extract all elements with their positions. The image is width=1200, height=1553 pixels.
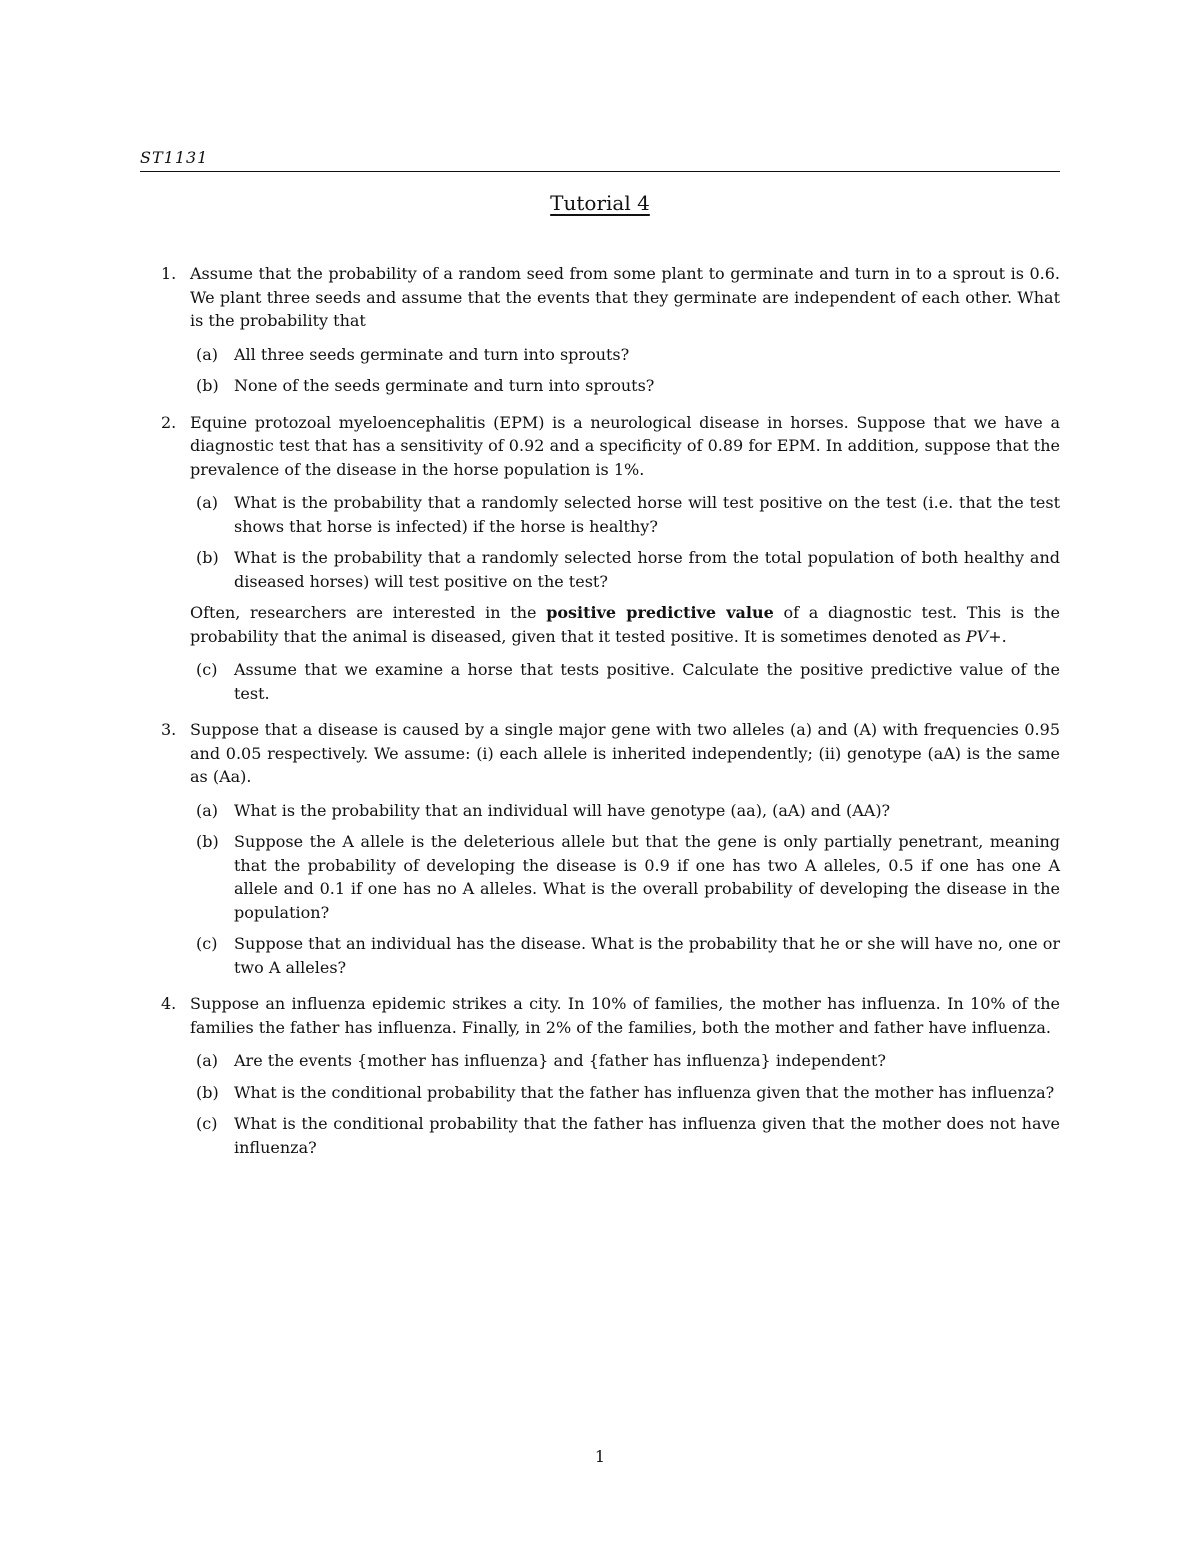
- question-part: [190, 799, 1060, 823]
- question-list: [140, 262, 1060, 1172]
- question-part: [190, 1112, 1060, 1159]
- part-text: Suppose the A allele is the deleterious allele but that the gene is only partially penetrant, meaning that the probability of developing the disease is 0.9 if one has two A alleles, 0.5 if one has one A allele and 0.1 if one has no A alleles. What is the overall probability of developing the disease in the population?: [234, 832, 1060, 922]
- question-number: 3.: [161, 720, 177, 739]
- question-part: [190, 932, 1060, 979]
- part-text: What is the probability that a randomly selected horse from the total population of both healthy and diseased horses) will test positive on the test?: [234, 548, 1060, 591]
- question-3: [140, 718, 1060, 979]
- part-label: (c): [196, 1114, 218, 1133]
- part-text: What is the conditional probability that the father has influenza given that the mother has influenza?: [234, 1082, 1055, 1102]
- part-label: (a): [196, 800, 219, 820]
- part-label: (b): [196, 832, 219, 851]
- part-text: None of the seeds germinate and turn into sprouts?: [234, 376, 655, 395]
- question-4: [140, 992, 1060, 1159]
- part-label: (a): [196, 344, 219, 364]
- part-text: What is the conditional probability that the father has influenza given that the mother does not have influenza?: [234, 1114, 1060, 1157]
- ppv-note: [190, 601, 1060, 648]
- question-text: Suppose an influenza epidemic strikes a city. In 10% of families, the mother has influenza. In 10% of the families the father has influenza. Finally, in 2% of the families, both the mother and father have influenza.: [190, 994, 1060, 1037]
- question-2: [140, 411, 1060, 706]
- part-label: (c): [196, 660, 218, 679]
- note-bold-term: positive predictive value: [546, 603, 774, 622]
- part-text: Assume that we examine a horse that tests positive. Calculate the positive predictive value of the test.: [234, 660, 1060, 703]
- part-label: (c): [196, 934, 218, 953]
- question-number: 4.: [161, 994, 177, 1013]
- question-1: [140, 262, 1060, 398]
- part-label: (b): [196, 548, 219, 567]
- question-part: [190, 658, 1060, 705]
- part-label: (a): [196, 493, 219, 512]
- question-text: Assume that the probability of a random seed from some plant to germinate and turn in to a sprout is 0.6. We plant three seeds and assume that the events that they germinate are independent of each other. What is the probability that: [190, 264, 1060, 330]
- question-part: [190, 374, 1060, 398]
- question-part: [190, 343, 1060, 367]
- question-parts: [190, 491, 1060, 593]
- course-code: ST1131: [140, 148, 209, 167]
- header-rule: [140, 171, 1060, 172]
- question-text: Equine protozoal myeloencephalitis (EPM) is a neurological disease in horses. Suppose that we have a diagnostic test that has a sensitivity of 0.92 and a specificity of 0.89 for EPM. In addition, suppose that the prevalence of the disease in the horse population is 1%.: [190, 412, 1060, 479]
- question-part: [190, 830, 1060, 924]
- note-text: .: [1001, 626, 1007, 646]
- part-text: What is the probability that an individual will have genotype (aa), (aA) and (AA)?: [234, 800, 891, 820]
- question-part: [190, 1049, 1060, 1073]
- part-text: Are the events {mother has influenza} and {father has influenza} independent?: [234, 1051, 886, 1070]
- part-text: What is the probability that a randomly selected horse will test positive on the test (i.e. that the test shows that horse is infected) if the horse is healthy?: [234, 493, 1060, 536]
- page-title: Tutorial 4: [550, 191, 650, 215]
- note-text: of a diagnostic test. This is the probability that the animal is diseased, given that it tested positive. It is sometimes denoted as: [190, 603, 1061, 646]
- part-label: (b): [196, 376, 219, 395]
- question-number: 1.: [161, 264, 177, 283]
- question-part: [190, 491, 1060, 538]
- note-text: Often, researchers are interested in the: [190, 603, 547, 622]
- part-label: (b): [196, 1082, 219, 1102]
- part-text: Suppose that an individual has the disease. What is the probability that he or she will have no, one or two A alleles?: [234, 934, 1060, 977]
- question-part: [190, 1081, 1060, 1105]
- page-number: 1: [594, 1447, 606, 1466]
- question-text: Suppose that a disease is caused by a single major gene with two alleles (a) and (A) with frequencies 0.95 and 0.05 respectively. We assume: (i) each allele is inherited independently; (ii) genotype (aA) is the same as (Aa).: [190, 720, 1060, 786]
- question-parts: [190, 343, 1060, 398]
- note-math: PV+: [965, 626, 1002, 646]
- question-number: 2.: [161, 412, 177, 432]
- question-parts: [190, 799, 1060, 980]
- part-text: All three seeds germinate and turn into sprouts?: [234, 344, 630, 364]
- question-parts: [190, 1049, 1060, 1159]
- question-part: [190, 546, 1060, 593]
- part-label: (a): [196, 1051, 219, 1070]
- question-parts: [190, 658, 1060, 705]
